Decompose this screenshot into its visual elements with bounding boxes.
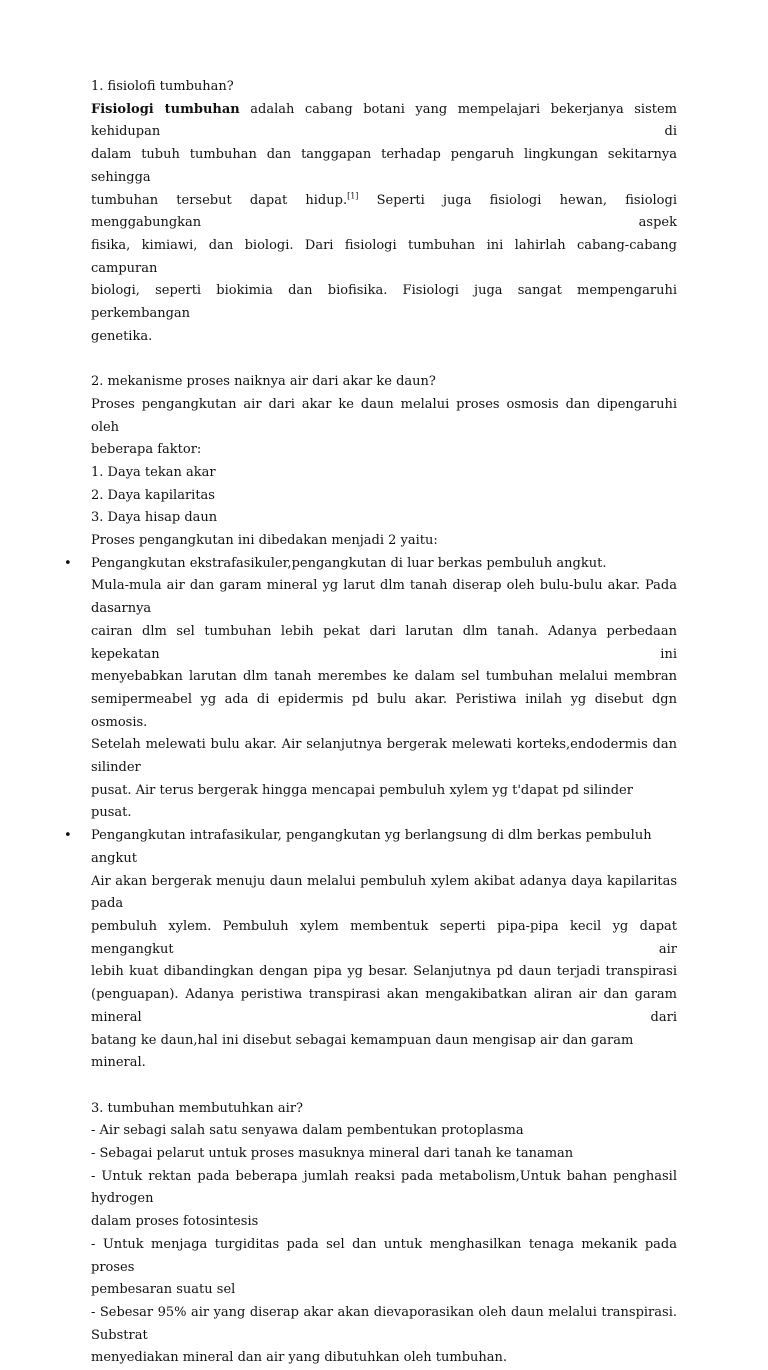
b1-line: semipermeabel yg ada di epidermis pd bulu akar. Peristiwa inilah yg disebut dgn osmosis. bbox=[91, 691, 677, 730]
q2-heading: 2. mekanisme proses naiknya air dari akar ke daun? bbox=[91, 374, 436, 390]
b1-line: menyebabkan larutan dlm tanah merembes ke dalam sel tumbuhan melalui membran bbox=[91, 669, 677, 685]
footnote-ref-link[interactable]: [1] bbox=[347, 191, 359, 201]
q3-item-2: - Sebagai pelarut untuk proses masuknya mineral dari tanah ke tanaman bbox=[91, 1146, 574, 1162]
b2-line: lebih kuat dibandingkan dengan pipa yg besar. Selanjutnya pd daun terjadi transpirasi bbox=[91, 964, 677, 980]
q2-para-line-1: Proses pengangkutan air dari akar ke daun melalui proses osmosis dan dipengaruhi oleh bbox=[91, 396, 677, 435]
factor-item: 2. Daya kapilaritas bbox=[91, 487, 215, 503]
q2-intro: Proses pengangkutan ini dibedakan menjadi 2 yaitu: bbox=[91, 533, 438, 549]
q1-line-1-text: adalah cabang botani yang mempelajari bekerjanya sistem kehidupan di bbox=[91, 101, 677, 140]
q1-line-1 bbox=[91, 99, 677, 144]
q3-heading: 3. tumbuhan membutuhkan air? bbox=[91, 1100, 304, 1116]
b2-line: batang ke daun,hal ini disebut sebagai kemampuan daun mengisap air dan garam mineral. bbox=[91, 1032, 634, 1071]
q1-line-4: fisika, kimiawi, dan biologi. Dari fisiologi tumbuhan ini lahirlah cabang-cabang campuran bbox=[91, 237, 677, 276]
q3-item-4a: - Untuk menjaga turgiditas pada sel dan untuk menghasilkan tenaga mekanik pada proses bbox=[91, 1236, 677, 1275]
b2-line: pembuluh xylem. Pembuluh xylem membentuk seperti pipa-pipa kecil yg dapat mengangkut air bbox=[91, 919, 677, 957]
q3-item-3a: - Untuk rektan pada beberapa jumlah reaksi pada metabolism,Untuk bahan penghasil hydrogen bbox=[91, 1168, 677, 1207]
q2-para-line-2: beberapa faktor: bbox=[91, 442, 202, 458]
q3-item-5a: - Sebesar 95% air yang diserap akar akan dievaporasikan oleh daun melalui transpirasi. Substrat bbox=[91, 1304, 677, 1343]
document-body bbox=[91, 76, 677, 1370]
factor-item: 1. Daya tekan akar bbox=[91, 464, 216, 480]
q1-line-6: genetika. bbox=[91, 328, 153, 344]
b1-line: Mula-mula air dan garam mineral yg larut dlm tanah diserap oleh bulu-bulu akar. Pada dasarnya bbox=[91, 578, 677, 617]
q1-line-3b: Seperti juga fisiologi hewan, fisiologi menggabungkan aspek bbox=[91, 192, 677, 231]
q1-term: Fisiologi tumbuhan bbox=[91, 101, 240, 117]
b1-line: pusat. Air terus bergerak hingga mencapai pembuluh xylem yg t'dapat pd silinder pusat. bbox=[91, 782, 633, 821]
bullet-ekstrafasikuler-title: • Pengangkutan ekstrafasikuler,pengangkutan di luar berkas pembuluh angkut. bbox=[91, 553, 677, 576]
q3-item-4b: pembesaran suatu sel bbox=[91, 1282, 236, 1298]
bullet-intrafasikular-title: • Pengangkutan intrafasikular, pengangkutan yg berlangsung di dlm berkas pembuluh angkut bbox=[91, 825, 677, 870]
b1-line: Setelah melewati bulu akar. Air selanjutnya bergerak melewati korteks,endodermis dan silinder bbox=[91, 737, 677, 776]
factor-item: 3. Daya hisap daun bbox=[91, 510, 218, 526]
q1-line-3a: tumbuhan tersebut dapat hidup. bbox=[91, 192, 348, 208]
spacer bbox=[91, 1075, 677, 1098]
b1-line: cairan dlm sel tumbuhan lebih pekat dari larutan dlm tanah. Adanya perbedaan kepekatan ini bbox=[91, 623, 677, 662]
q1-heading: 1. fisiolofi tumbuhan? bbox=[91, 79, 234, 94]
q1-line-3 bbox=[91, 190, 677, 235]
b2-line: Air akan bergerak menuju daun melalui pembuluh xylem akibat adanya daya kapilaritas pada bbox=[91, 873, 677, 912]
q3-item-5b: menyediakan mineral dan air yang dibutuhkan oleh tumbuhan. bbox=[91, 1350, 508, 1366]
spacer bbox=[91, 348, 677, 371]
q1-line-5: biologi, seperti biokimia dan biofisika. Fisiologi juga sangat mempengaruhi perkembangan bbox=[91, 283, 677, 322]
q1-line-2: dalam tubuh tumbuhan dan tanggapan terhadap pengaruh lingkungan sekitarnya sehingga bbox=[91, 147, 677, 185]
q3-item-1: - Air sebagi salah satu senyawa dalam pembentukan protoplasma bbox=[91, 1123, 524, 1139]
q3-item-3b: dalam proses fotosintesis bbox=[91, 1214, 259, 1230]
b2-line: (penguapan). Adanya peristiwa transpirasi akan mengakibatkan aliran air dan garam mineral dari bbox=[91, 987, 677, 1025]
